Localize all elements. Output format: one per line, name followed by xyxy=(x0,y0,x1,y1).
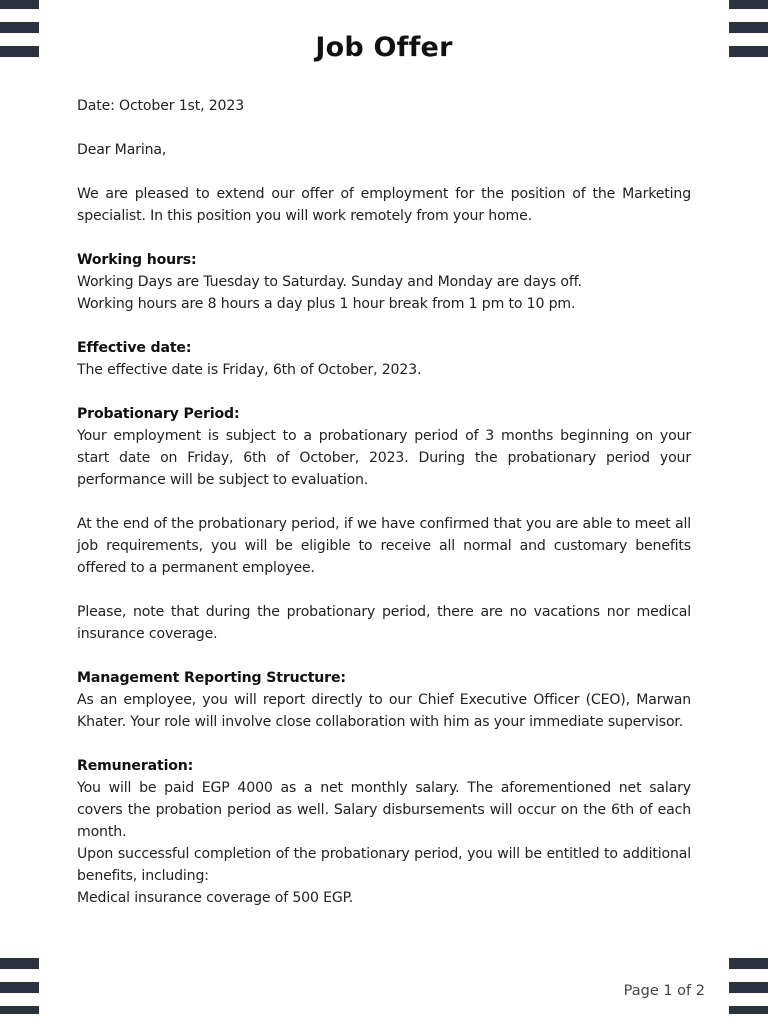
bottom-left-stripes xyxy=(0,958,39,1014)
management-paragraph: As an employee, you will report directly to our Chief Executive Officer (CEO), Marwan Khater. Your role will involve close collaboration with him as your immediate supervisor. xyxy=(77,692,691,730)
letter-body xyxy=(77,95,691,909)
stripe xyxy=(0,0,39,9)
working-hours-heading: Working hours: xyxy=(77,252,197,268)
stripe xyxy=(729,1006,768,1014)
probation-paragraph-1: Your employment is subject to a probationary period of 3 months beginning on your start date on Friday, 6th of October, 2023. During the probationary period your performance will be subject to evaluation. xyxy=(77,428,691,488)
working-hours-text: Working hours are 8 hours a day plus 1 hour break from 1 pm to 10 pm. xyxy=(77,296,576,312)
stripe xyxy=(0,958,39,969)
stripe xyxy=(729,982,768,993)
working-days-text: Working Days are Tuesday to Saturday. Sunday and Monday are days off. xyxy=(77,274,582,290)
bottom-right-stripes xyxy=(729,958,768,1014)
stripe xyxy=(0,982,39,993)
probation-paragraph-2: At the end of the probationary period, if we have confirmed that you are able to meet all job requirements, you will be eligible to receive all normal and customary benefits offered to a permanent employee. xyxy=(77,516,691,576)
page-title: Job Offer xyxy=(315,32,453,63)
stripe xyxy=(729,0,768,9)
remuneration-paragraph-1: You will be paid EGP 4000 as a net monthly salary. The aforementioned net salary covers the probation period as well. Salary disbursements will occur on the 6th of each month. xyxy=(77,780,691,840)
effective-date-heading: Effective date: xyxy=(77,340,192,356)
remuneration-paragraph-3: Medical insurance coverage of 500 EGP. xyxy=(77,890,354,906)
page-number: Page 1 of 2 xyxy=(623,983,705,999)
letter-date: Date: October 1st, 2023 xyxy=(77,98,245,114)
effective-date-text: The effective date is Friday, 6th of October, 2023. xyxy=(77,362,422,378)
stripe xyxy=(0,1006,39,1014)
remuneration-heading: Remuneration: xyxy=(77,758,194,774)
probation-paragraph-3: Please, note that during the probationary period, there are no vacations nor medical insurance coverage. xyxy=(77,604,691,642)
stripe xyxy=(729,958,768,969)
probationary-period-heading: Probationary Period: xyxy=(77,406,240,422)
letter-greeting: Dear Marina, xyxy=(77,142,167,158)
intro-paragraph: We are pleased to extend our offer of employment for the position of the Marketing specialist. In this position you will work remotely from your home. xyxy=(77,186,691,224)
management-heading: Management Reporting Structure: xyxy=(77,670,346,686)
remuneration-paragraph-2: Upon successful completion of the probationary period, you will be entitled to additional benefits, including: xyxy=(77,846,691,884)
